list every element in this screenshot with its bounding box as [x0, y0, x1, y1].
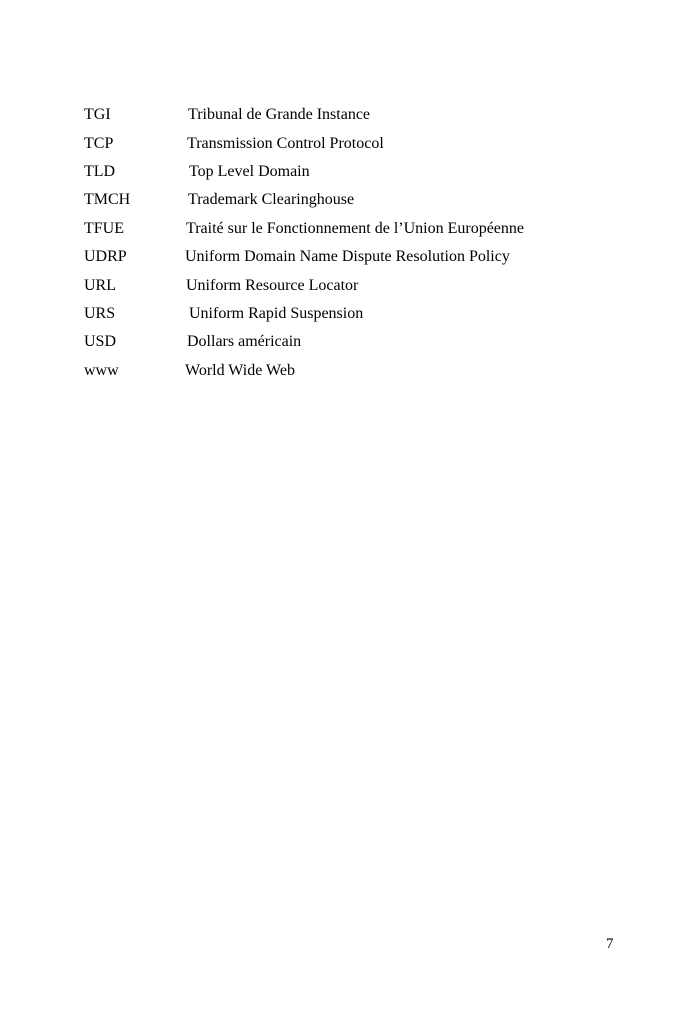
- abbreviation-term: UDRP: [84, 248, 127, 266]
- abbreviation-row: [84, 328, 624, 356]
- abbreviation-definition: Dollars américain: [187, 333, 302, 351]
- abbreviation-term: www: [84, 361, 119, 379]
- abbreviation-term: TLD: [84, 162, 116, 180]
- abbreviation-definition: Uniform Domain Name Dispute Resolution Policy: [185, 248, 510, 266]
- abbreviation-term: TGI: [84, 106, 111, 124]
- abbreviation-term: URL: [84, 276, 116, 294]
- abbreviation-definition: World Wide Web: [185, 361, 295, 379]
- abbreviation-row: [84, 129, 624, 157]
- abbreviation-row: [84, 186, 624, 214]
- abbreviation-term: USD: [84, 333, 117, 351]
- abbreviation-row: [84, 271, 624, 299]
- abbreviation-row: [84, 158, 624, 186]
- abbreviation-row: [84, 300, 624, 328]
- abbreviation-definition: Transmission Control Protocol: [187, 134, 384, 152]
- abbreviation-definition: Tribunal de Grande Instance: [188, 106, 371, 124]
- abbreviation-row: [84, 243, 624, 271]
- abbreviation-definition: Top Level Domain: [189, 162, 310, 180]
- abbreviation-row: [84, 215, 624, 243]
- abbreviation-term: URS: [84, 304, 116, 322]
- abbreviation-term: TCP: [84, 134, 114, 152]
- abbreviation-term: TFUE: [84, 219, 124, 237]
- abbreviation-definition: Trademark Clearinghouse: [188, 191, 355, 209]
- abbreviation-definition: Uniform Resource Locator: [186, 276, 359, 294]
- abbreviation-row: [84, 357, 624, 385]
- abbreviation-definition: Traité sur le Fonctionnement de l’Union Européenne: [186, 219, 524, 237]
- abbreviation-row: [84, 101, 624, 129]
- abbreviation-list: [84, 101, 624, 385]
- page-number: 7: [606, 936, 614, 952]
- abbreviation-definition: Uniform Rapid Suspension: [189, 304, 364, 322]
- abbreviation-term: TMCH: [84, 191, 131, 209]
